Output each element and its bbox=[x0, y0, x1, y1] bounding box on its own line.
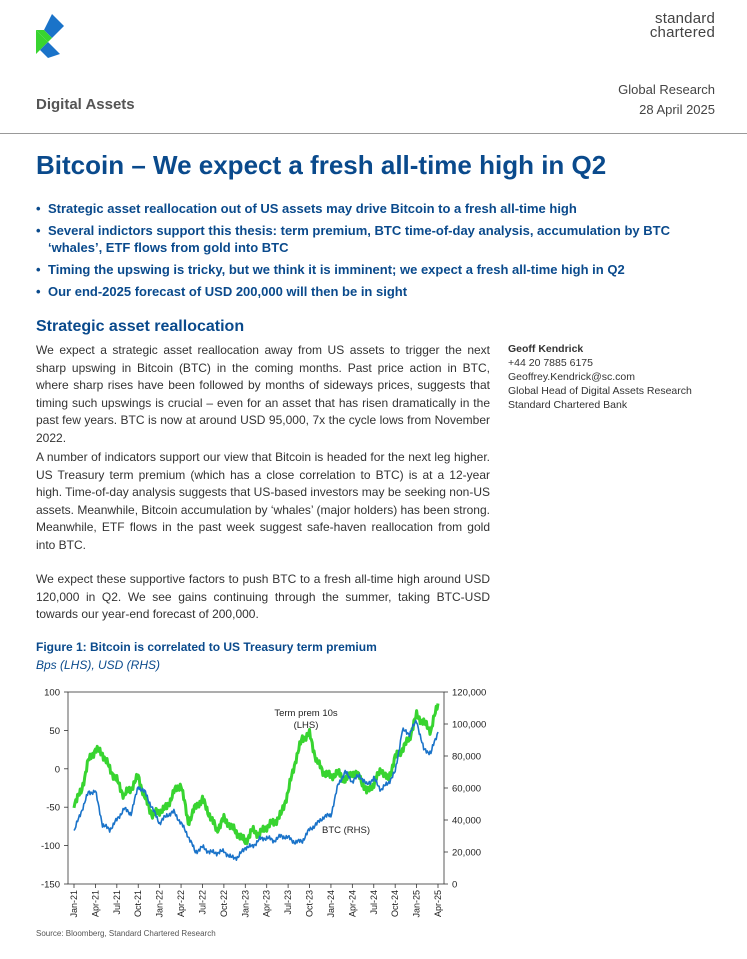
report-date: 28 April 2025 bbox=[639, 102, 715, 117]
standard-chartered-logo-icon bbox=[30, 12, 70, 60]
author-email[interactable]: Geoffrey.Kendrick@sc.com bbox=[508, 371, 635, 383]
x-axis-tick-label: Jul-24 bbox=[368, 890, 379, 915]
left-axis-tick-label: -150 bbox=[40, 879, 60, 891]
chart bbox=[30, 678, 500, 928]
brand-line-1: standard bbox=[655, 10, 715, 27]
x-axis-tick-label: Apr-24 bbox=[347, 890, 358, 918]
right-axis-tick-label: 80,000 bbox=[452, 751, 482, 763]
author-organization: Standard Chartered Bank bbox=[508, 399, 628, 411]
term-premium-line bbox=[74, 704, 438, 844]
right-axis-tick-label: 0 bbox=[452, 879, 458, 891]
figure-source: Source: Bloomberg, Standard Chartered Research bbox=[36, 929, 216, 938]
x-axis-tick-label: Apr-23 bbox=[261, 890, 272, 918]
right-axis-tick-label: 20,000 bbox=[452, 847, 482, 859]
x-axis-tick-label: Oct-23 bbox=[304, 890, 315, 918]
page-title: Bitcoin – We expect a fresh all-time high in Q2 bbox=[36, 150, 607, 180]
report-meta bbox=[618, 80, 715, 120]
author-name: Geoff Kendrick bbox=[508, 343, 584, 355]
annotation-btc: BTC (RHS) bbox=[322, 825, 371, 836]
key-point: • Several indictors support this thesis: term premium, BTC time-of-day analysis, accumulation by BTC ‘whales’, ETF flows from gold into BTC bbox=[36, 222, 716, 256]
x-axis-tick-label: Jan-25 bbox=[411, 890, 422, 918]
author-phone: +44 20 7885 6175 bbox=[508, 357, 593, 369]
x-axis-tick-label: Jul-21 bbox=[111, 890, 122, 915]
author-block bbox=[508, 342, 692, 412]
right-axis-tick-label: 40,000 bbox=[452, 815, 482, 827]
right-axis-tick-label: 60,000 bbox=[452, 783, 482, 795]
x-axis-tick-label: Oct-24 bbox=[390, 890, 401, 918]
section-heading: Strategic asset reallocation bbox=[36, 318, 245, 335]
annotation-term-premium-axis: (LHS) bbox=[293, 720, 319, 731]
body-paragraph: We expect these supportive factors to push BTC to a fresh all-time high around USD 120,000 in Q2. We see gains continuing through the summer, taking BTC-USD towards our year-end forecast of 200,000. bbox=[36, 572, 490, 621]
x-axis-tick-label: Jan-23 bbox=[240, 890, 251, 918]
author-role: Global Head of Digital Assets Research bbox=[508, 385, 692, 397]
x-axis-tick-label: Jan-22 bbox=[154, 890, 165, 918]
x-axis-tick-label: Apr-25 bbox=[433, 890, 443, 918]
left-axis-tick-label: -50 bbox=[46, 802, 60, 814]
x-axis-tick-label: Oct-22 bbox=[218, 890, 229, 918]
annotation-term-premium: Term prem 10s bbox=[274, 708, 338, 719]
brand-line-2: chartered bbox=[649, 24, 715, 41]
left-axis-tick-label: -100 bbox=[40, 841, 60, 853]
right-axis-tick-label: 120,000 bbox=[452, 687, 487, 699]
key-point: • Timing the upswing is tricky, but we think it is imminent; we expect a fresh all-time high in Q2 bbox=[36, 261, 716, 278]
left-axis-tick-label: 100 bbox=[44, 687, 60, 699]
left-axis-tick-label: 0 bbox=[54, 764, 60, 776]
body-paragraph: We expect a strategic asset reallocation away from US assets to trigger the next sharp upswing in Bitcoin (BTC) in the coming months. Past price action in BTC, where sharp rises have been followed by months of sideways prices, suggests that timing such upswings is crucial – even for an asset that has risen dramatically in the past few years. BTC is now at around USD 95,000, 7x the cycle lows from November 2022. bbox=[36, 343, 490, 445]
key-point: • Our end-2025 forecast of USD 200,000 will then be in sight bbox=[36, 283, 716, 300]
key-points-list bbox=[36, 200, 716, 305]
header-divider bbox=[0, 133, 747, 134]
brand-wordmark bbox=[650, 12, 715, 40]
plot-frame bbox=[68, 692, 444, 884]
report-section-label: Digital Assets bbox=[36, 96, 135, 113]
left-axis-tick-label: 50 bbox=[49, 725, 60, 737]
x-axis-tick-label: Jul-23 bbox=[283, 890, 294, 915]
key-point: • Strategic asset reallocation out of US assets may drive Bitcoin to a fresh all-time high bbox=[36, 200, 716, 217]
x-axis-tick-label: Jul-22 bbox=[197, 890, 208, 915]
x-axis-tick-label: Jan-24 bbox=[325, 890, 336, 918]
body-paragraph: A number of indicators support our view that Bitcoin is headed for the next leg higher. US Treasury term premium (which has a close correlation to BTC) is at a 12-year high. Time-of-day analysis suggests that US-based investors may be seeking non-US assets. Meanwhile, Bitcoin accumulation by ‘whales’ (major holders) has been strong. Meanwhile, ETF flows in the past week suggest safe-haven reallocation from gold into BTC. bbox=[36, 450, 490, 552]
report-series: Global Research bbox=[618, 82, 715, 97]
x-axis-tick-label: Oct-21 bbox=[133, 890, 144, 918]
x-axis-tick-label: Apr-22 bbox=[176, 890, 187, 918]
right-axis-tick-label: 100,000 bbox=[452, 719, 487, 731]
figure-title: Figure 1: Bitcoin is correlated to US Treasury term premium bbox=[36, 640, 377, 654]
x-axis-tick-label: Jan-21 bbox=[69, 890, 79, 918]
x-axis-tick-label: Apr-21 bbox=[90, 890, 101, 918]
figure-subtitle: Bps (LHS), USD (RHS) bbox=[36, 658, 161, 672]
